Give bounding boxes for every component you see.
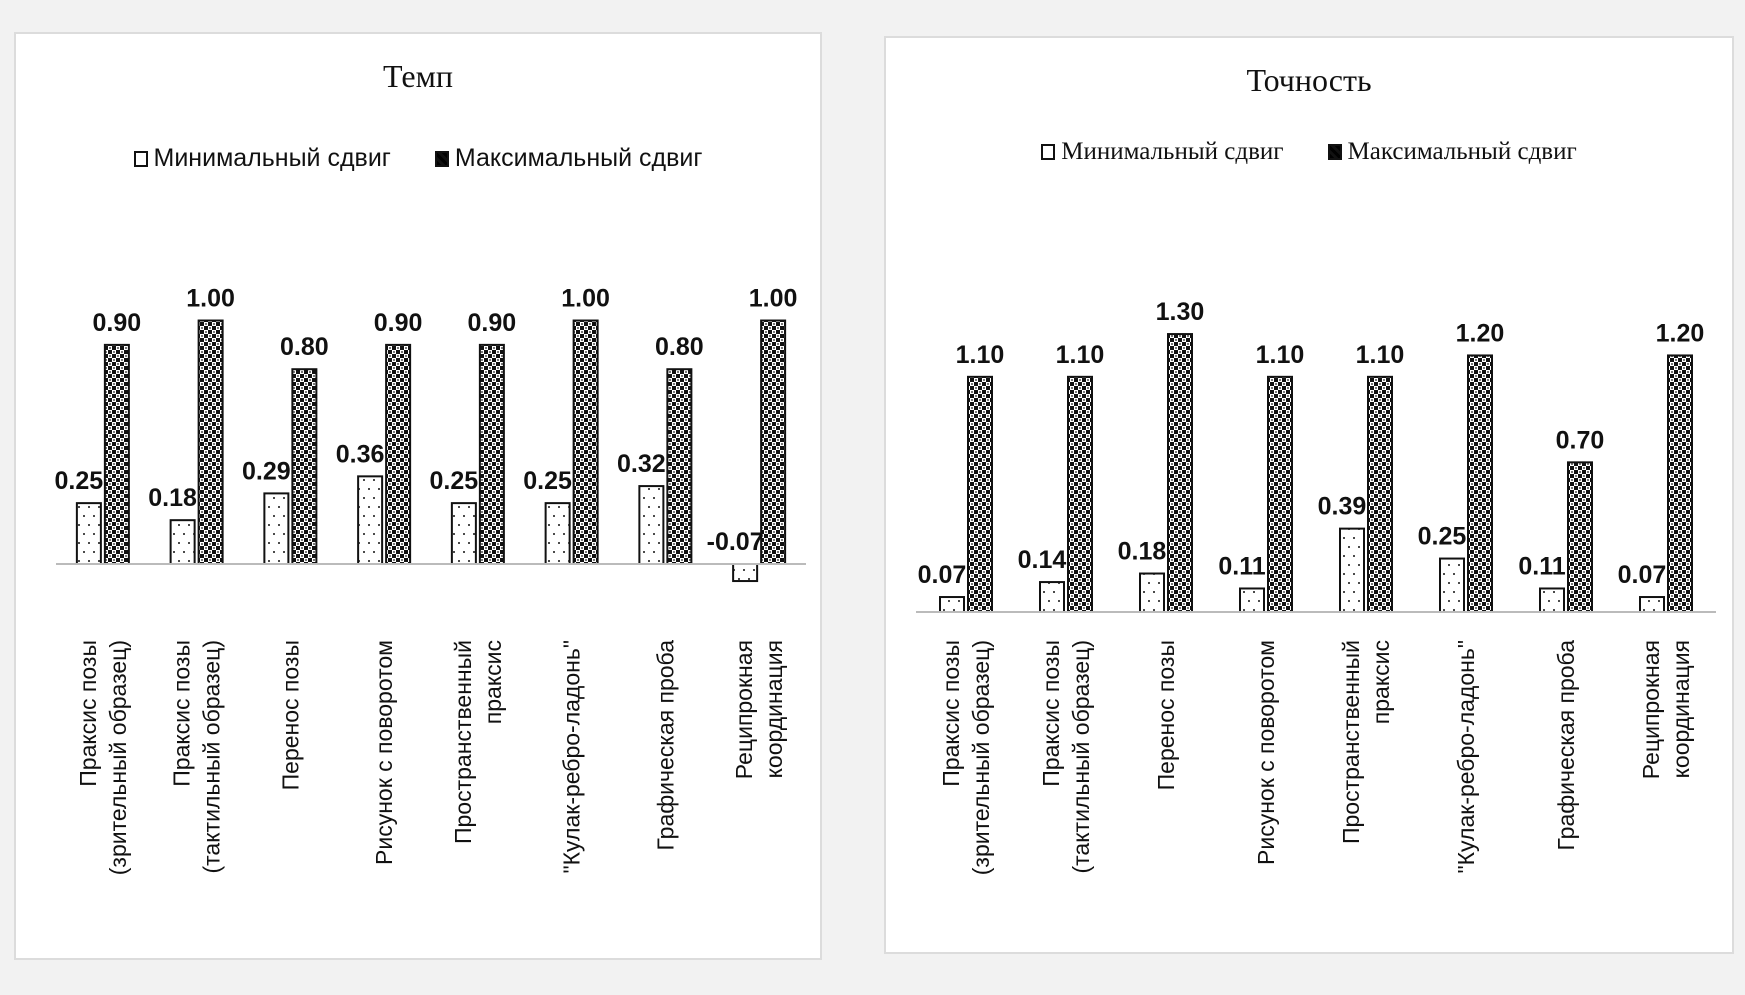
data-label-max: 1.00 — [186, 284, 235, 313]
category-label-line: Графическая проба — [652, 640, 679, 851]
data-label-max: 1.10 — [1255, 340, 1305, 369]
chart-plot-accuracy — [886, 38, 1736, 956]
chart-title: Точность — [1246, 62, 1372, 98]
category-label-line: Реципрокная — [1638, 640, 1664, 780]
bar-min-shift — [1540, 588, 1564, 612]
bar-min-shift — [546, 503, 570, 564]
bar-min-shift — [264, 493, 288, 564]
data-label-min: 0.36 — [335, 440, 385, 469]
bar-max-shift — [968, 377, 992, 612]
category-label — [1553, 640, 1579, 851]
data-label-min: 0.07 — [917, 561, 967, 590]
bar-max-shift — [1568, 462, 1592, 612]
data-label-max: 0.80 — [655, 333, 704, 362]
bar-max-shift — [667, 369, 691, 564]
category-label-line: Праксис позы — [1038, 640, 1064, 787]
category-label-line: Перенос позы — [277, 640, 304, 791]
category-label-line: Пространственный — [449, 640, 476, 845]
category-label-line: праксис — [1368, 640, 1394, 725]
category-label-line: Пространственный — [1338, 640, 1364, 845]
category-label-line: координация — [761, 640, 788, 779]
bar-min-shift — [1340, 529, 1364, 612]
bar-max-shift — [1368, 377, 1392, 612]
bar-min-shift — [452, 503, 476, 564]
chart-panel-accuracy — [884, 36, 1734, 954]
category-label — [1253, 640, 1279, 865]
legend-label-max: Максимальный сдвиг — [1347, 138, 1577, 165]
data-label-min: 0.11 — [1218, 552, 1266, 581]
data-label-min: 0.29 — [242, 457, 291, 486]
category-label — [559, 640, 585, 874]
category-label-line: "Кулак-ребро-ладонь" — [1453, 640, 1479, 874]
data-label-max: 1.20 — [1455, 319, 1505, 348]
bar-max-shift — [1168, 334, 1192, 612]
category-label — [169, 640, 225, 874]
bar-min-shift — [171, 520, 195, 564]
bar-max-shift — [761, 321, 785, 564]
data-label-min: 0.14 — [1017, 546, 1067, 575]
bar-max-shift — [292, 369, 316, 564]
category-label-line: Рисунок с поворотом — [1253, 640, 1279, 865]
data-label-max: 1.10 — [1355, 340, 1405, 369]
category-label-line: праксис — [479, 640, 506, 725]
legend-label-max: Максимальный сдвиг — [454, 144, 703, 172]
bar-min-shift — [1240, 588, 1264, 612]
category-label-line: координация — [1668, 640, 1694, 779]
data-label-min: 0.25 — [1417, 522, 1467, 551]
category-label — [277, 640, 303, 790]
bar-min-shift — [639, 486, 663, 564]
category-label — [75, 640, 131, 875]
category-label-line: Рисунок с поворотом — [371, 640, 398, 865]
data-label-max: 0.90 — [92, 308, 142, 337]
data-label-min: 0.18 — [1117, 537, 1167, 566]
category-label-line: (тактильный образец) — [198, 640, 225, 874]
data-label-max: 1.10 — [955, 340, 1005, 369]
data-label-min: -0.07 — [706, 528, 764, 556]
data-label-max: 0.90 — [467, 308, 517, 337]
bar-min-shift — [1140, 574, 1164, 612]
data-label-max: 1.00 — [748, 284, 798, 313]
category-label — [371, 640, 397, 865]
data-label-max: 1.20 — [1655, 319, 1705, 348]
category-label — [1638, 640, 1694, 779]
category-label-line: (зрительный образец) — [968, 640, 994, 876]
legend-label-min: Минимальный сдвиг — [153, 144, 391, 172]
category-label — [1038, 640, 1094, 874]
data-label-max: 0.70 — [1555, 426, 1605, 455]
data-label-min: 0.25 — [523, 467, 572, 496]
bar-max-shift — [199, 321, 223, 564]
category-label — [731, 640, 787, 779]
category-label — [652, 640, 678, 851]
category-label-line: Праксис позы — [168, 640, 195, 787]
bar-max-shift — [1668, 355, 1692, 612]
bar-min-shift — [1640, 597, 1664, 612]
bar-min-shift — [1040, 582, 1064, 612]
bar-min-shift — [358, 476, 382, 564]
category-label-line: "Кулак-ребро-ладонь" — [558, 640, 585, 874]
category-label-line: (тактильный образец) — [1068, 640, 1094, 874]
category-label-line: Реципрокная — [731, 640, 758, 780]
chart-title: Темп — [383, 58, 453, 94]
data-label-min: 0.32 — [617, 450, 666, 479]
data-label-min: 0.18 — [148, 484, 197, 513]
category-label-line: (зрительный образец) — [104, 640, 131, 876]
category-label — [1153, 640, 1179, 790]
legend-label-min: Минимальный сдвиг — [1061, 138, 1284, 165]
bar-max-shift — [480, 345, 504, 564]
category-label-line: Праксис позы — [938, 640, 964, 787]
chart-plot-tempo — [16, 34, 824, 962]
bar-min-shift — [733, 564, 757, 581]
category-label — [1453, 640, 1479, 874]
bar-max-shift — [1268, 377, 1292, 612]
bar-max-shift — [386, 345, 410, 564]
bar-max-shift — [574, 321, 598, 564]
data-label-max: 1.00 — [561, 284, 610, 313]
category-label-line: Перенос позы — [1153, 640, 1179, 791]
data-label-max: 0.90 — [373, 308, 423, 337]
data-label-max: 1.10 — [1055, 340, 1105, 369]
data-label-max: 1.30 — [1155, 298, 1205, 327]
chart-panel-tempo — [14, 32, 822, 960]
data-label-max: 0.80 — [280, 333, 329, 362]
data-label-min: 0.39 — [1317, 492, 1367, 521]
category-label — [1338, 640, 1394, 844]
bar-min-shift — [940, 597, 964, 612]
category-label-line: Графическая проба — [1553, 640, 1579, 851]
bar-min-shift — [1440, 559, 1464, 612]
category-label — [450, 640, 506, 844]
category-label — [938, 640, 994, 875]
data-label-min: 0.11 — [1518, 552, 1566, 581]
bar-max-shift — [1468, 355, 1492, 612]
data-label-min: 0.25 — [54, 467, 104, 496]
category-label-line: Праксис позы — [74, 640, 101, 787]
data-label-min: 0.07 — [1617, 561, 1667, 590]
data-label-min: 0.25 — [429, 467, 479, 496]
bar-min-shift — [77, 503, 101, 564]
bar-max-shift — [1068, 377, 1092, 612]
bar-max-shift — [105, 345, 129, 564]
